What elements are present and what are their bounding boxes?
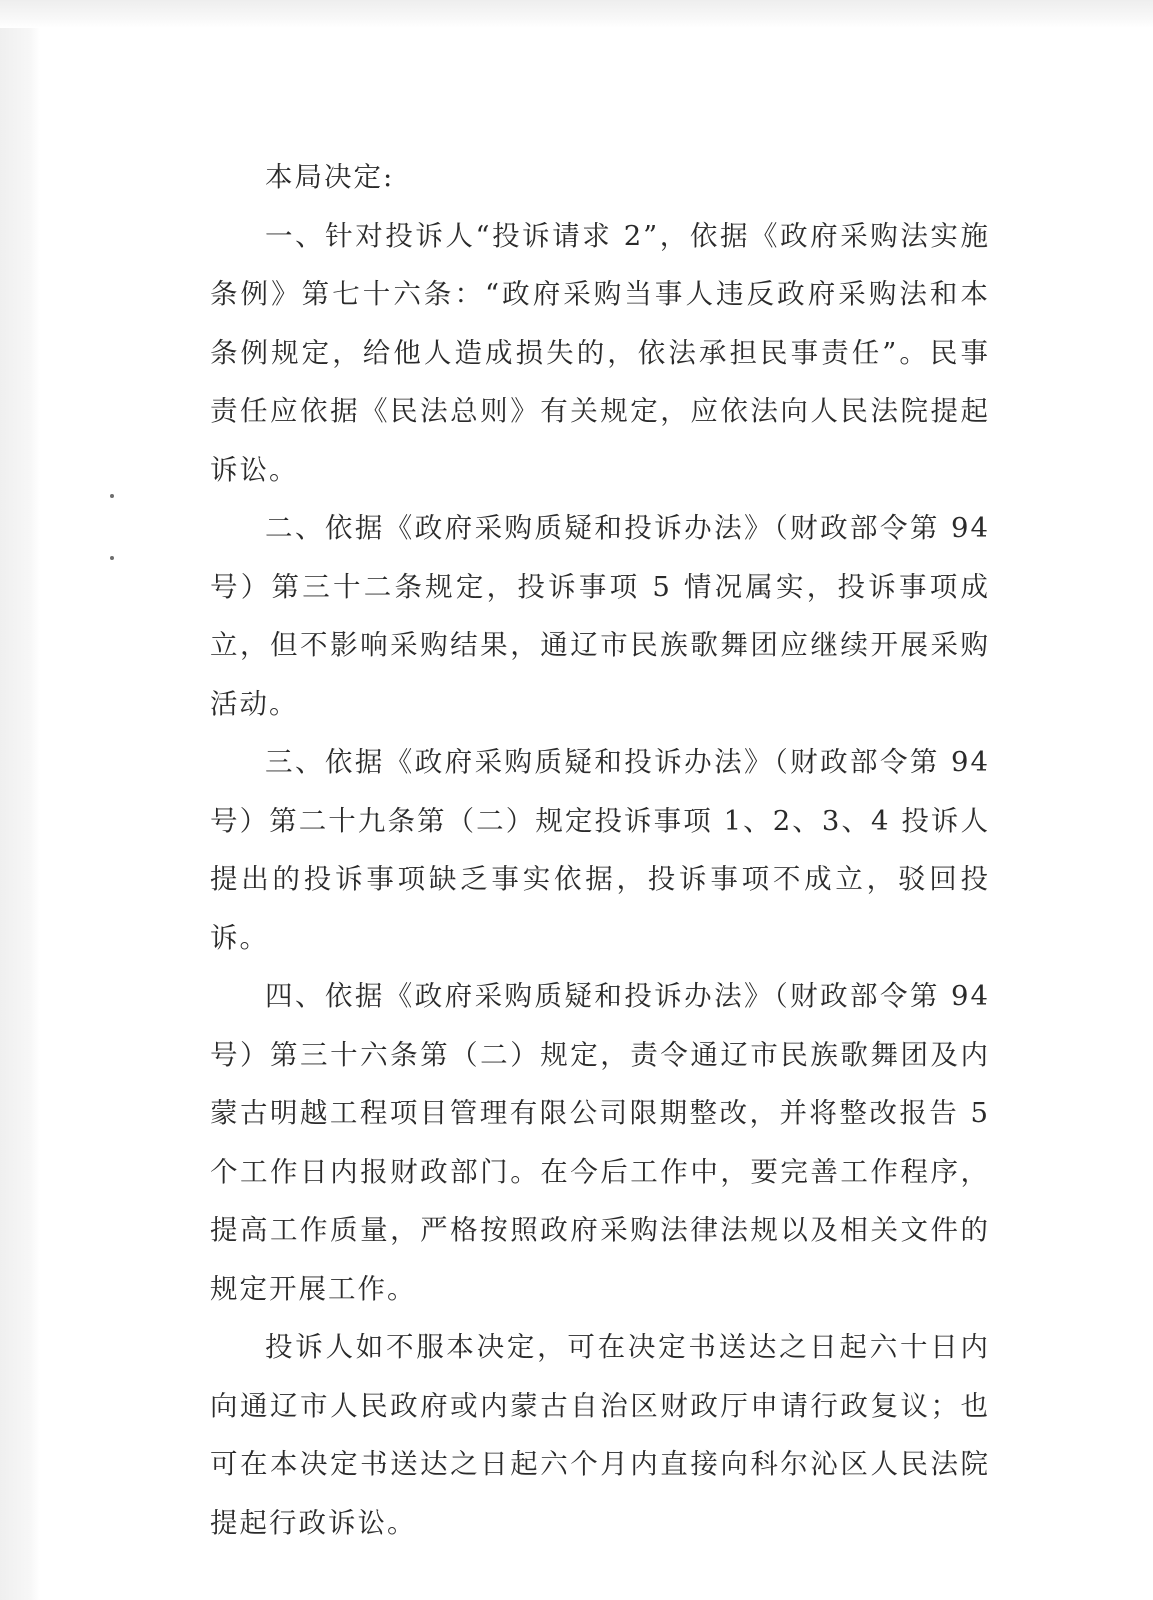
binding-hole-mark bbox=[110, 556, 114, 560]
binding-hole-mark bbox=[110, 494, 114, 498]
decision-item-4: 四、依据《政府采购质疑和投诉办法》（财政部令第 94 号）第三十六条第（二）规定，责令通辽市民族歌舞团及内蒙古明越工程项目管理有限公司限期整改，并将整改报告 5 个工作日内报财政部门。在今后工作中，要完善工作程序，提高工作质量，严格按照政府采购法律法规以及相关文件的规定开展工作。 bbox=[210, 980, 990, 1305]
appeal-notice: 投诉人如不服本决定，可在决定书送达之日起六十日内向通辽市人民政府或内蒙古自治区财政厅申请行政复议；也可在本决定书送达之日起六个月内直接向科尔沁区人民法院提起行政诉讼。 bbox=[210, 1331, 990, 1539]
scan-shadow-left bbox=[0, 0, 40, 1600]
decision-item-2: 二、依据《政府采购质疑和投诉办法》（财政部令第 94 号）第三十二条规定，投诉事项 5 情况属实，投诉事项成立，但不影响采购结果，通辽市民族歌舞团应继续开展采购活动。 bbox=[210, 512, 990, 720]
scan-shadow-top bbox=[0, 0, 1153, 28]
decision-item-3: 三、依据《政府采购质疑和投诉办法》（财政部令第 94 号）第二十九条第（二）规定投诉事项 1、2、3、4 投诉人提出的投诉事项缺乏事实依据，投诉事项不成立，驳回投诉。 bbox=[210, 746, 990, 954]
document-body bbox=[210, 148, 990, 1552]
decision-heading: 本局决定: bbox=[265, 161, 395, 193]
decision-item-1: 一、针对投诉人“投诉请求 2”，依据《政府采购法实施条例》第七十六条：“政府采购当事人违反政府采购法和本条例规定，给他人造成损失的，依法承担民事责任”。民事责任应依据《民法总则》有关规定，应依法向人民法院提起诉讼。 bbox=[210, 219, 990, 486]
